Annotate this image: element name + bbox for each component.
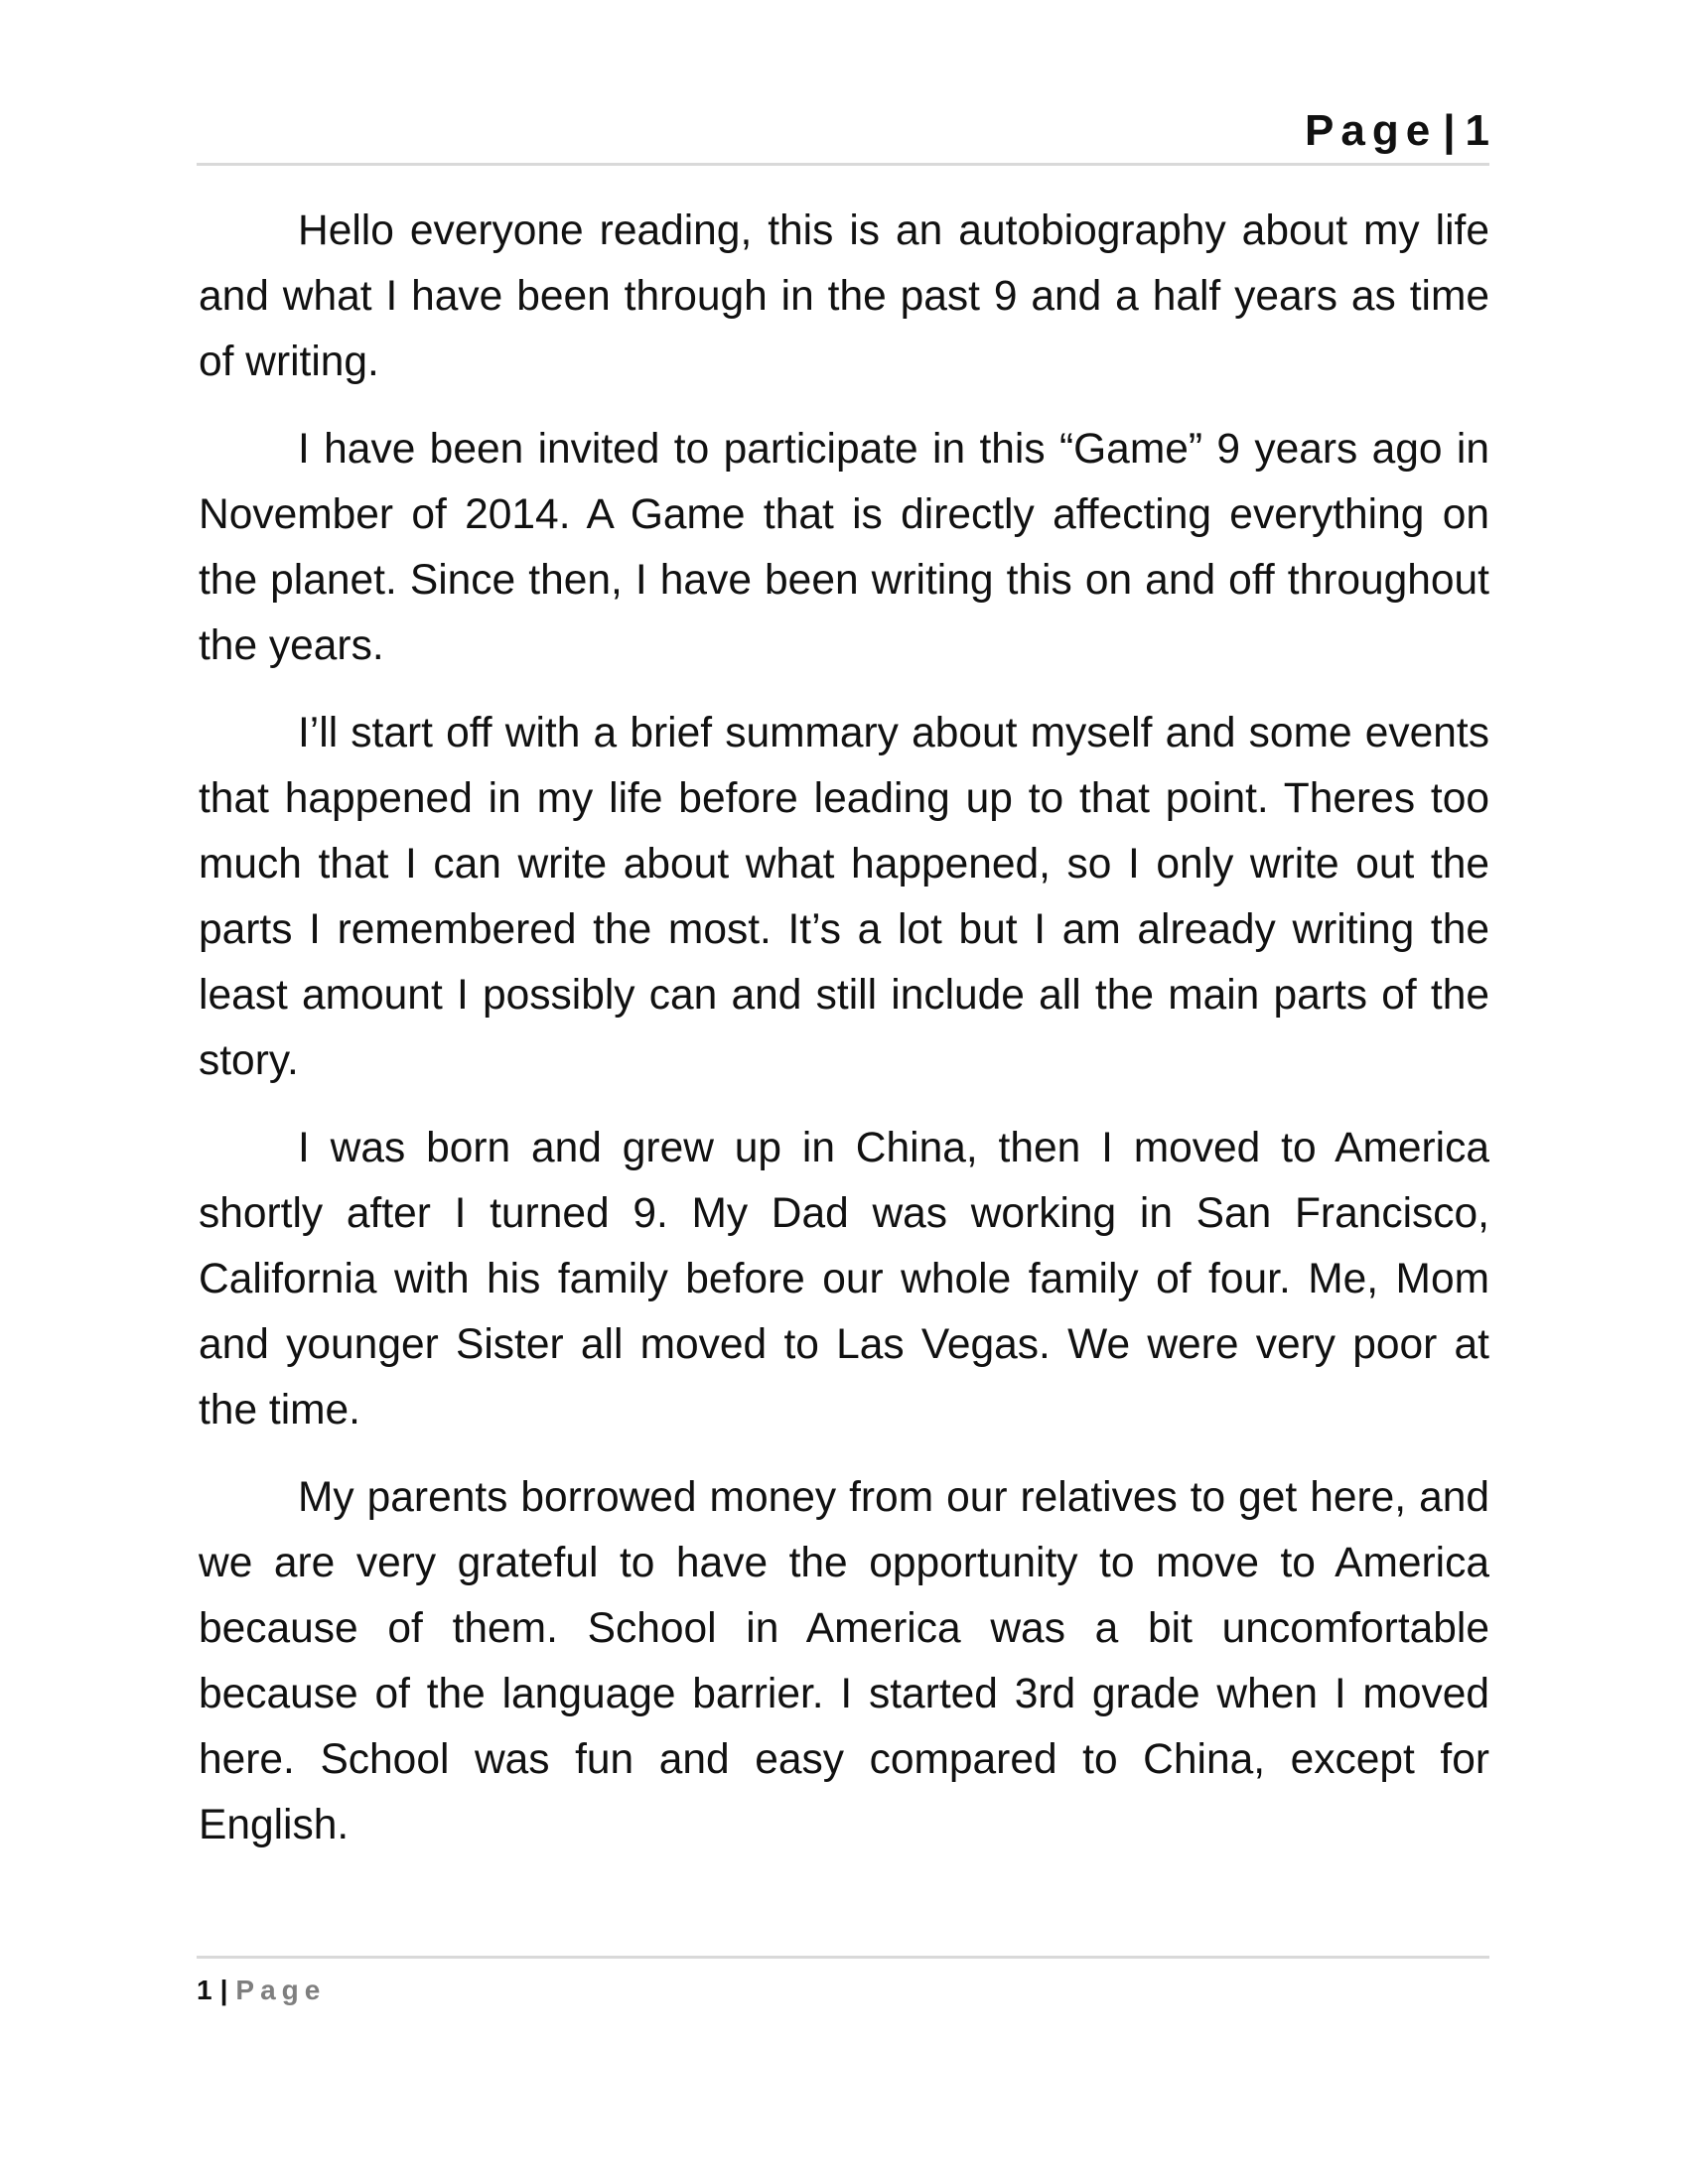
page-header	[197, 99, 1489, 166]
paragraph-3: I’ll start off with a brief summary about myself and some events that happened in my life before leading up to that point. Theres too much that I can write about what happened, so I only write out the parts I remembered the most. It’s a lot but I am already writing the least amount I possibly can and still include all the main parts of the story.	[199, 710, 1489, 1084]
header-separator: |	[1443, 106, 1456, 155]
paragraph-4: I was born and grew up in China, then I moved to America shortly after I turned 9. My Dad was working in San Francisco, California with his family before our whole family of four. Me, Mom and younger Sister all moved to Las Vegas. We were very poor at the time.	[199, 1125, 1489, 1433]
footer-separator: |	[219, 1975, 228, 2005]
page-footer	[197, 1956, 1489, 2010]
footer-page-number: 1	[197, 1975, 212, 2005]
footer-page-label: Page	[235, 1975, 327, 2005]
paragraph-2: I have been invited to participate in this “Game” 9 years ago in November of 2014. A Game that is directly affecting everything on the planet. Since then, I have been writing this on and off throughout the years.	[199, 426, 1489, 669]
document-body	[199, 199, 1489, 1880]
paragraph-1: Hello everyone reading, this is an autobiography about my life and what I have been through in the past 9 and a half years as time of writing.	[199, 207, 1489, 385]
header-page-number: 1	[1465, 106, 1489, 155]
paragraph-5: My parents borrowed money from our relatives to get here, and we are very grateful to have the opportunity to move to America because of them. School in America was a bit uncomfortable because of the language barrier. I started 3rd grade when I moved here. School was fun and easy compared to China, except for English.	[199, 1474, 1489, 1848]
header-page-label: Page	[1305, 106, 1438, 155]
